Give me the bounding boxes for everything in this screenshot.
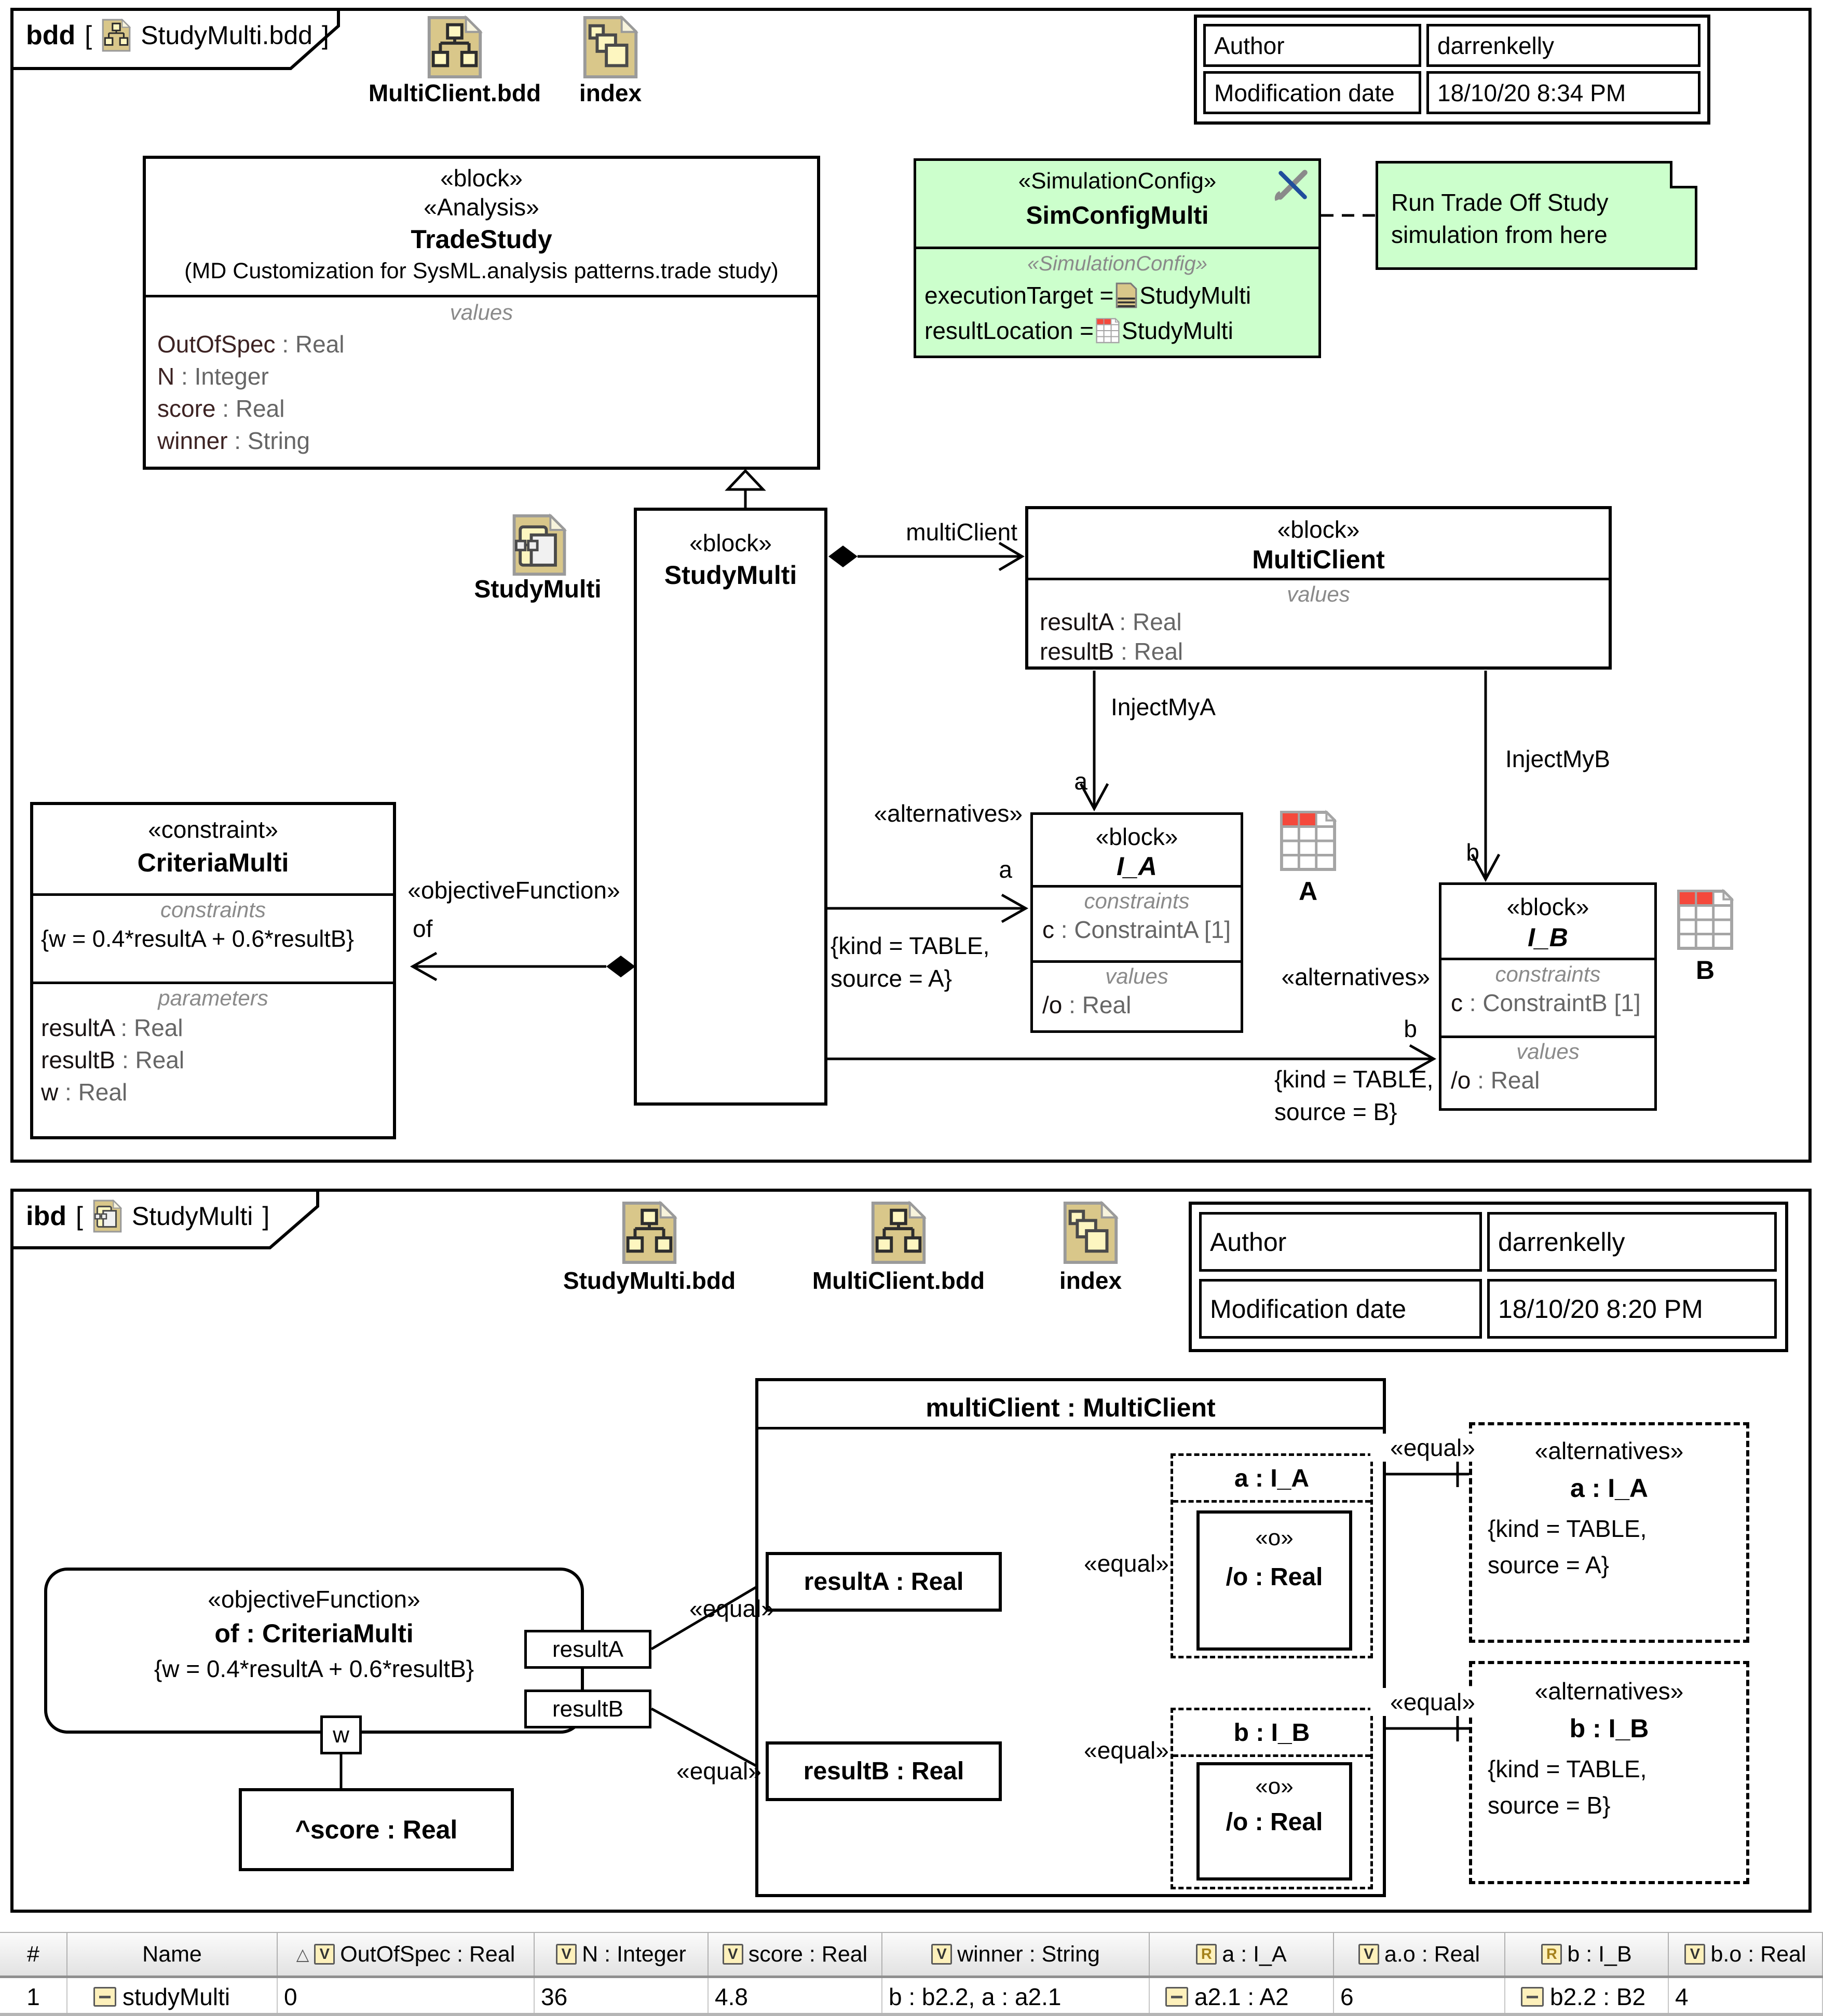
block-name: TradeStudy <box>411 225 552 254</box>
row-cell-b-o[interactable]: 4 <box>1669 1978 1823 2015</box>
role-label-b: b <box>1404 1015 1417 1042</box>
meta-date-value: 18/10/20 8:34 PM <box>1426 71 1700 114</box>
stereotype: «block» <box>1095 823 1178 850</box>
part-a-o[interactable] <box>1196 1510 1352 1651</box>
row-cell-a[interactable]: a2.1 : A2 <box>1150 1978 1334 2015</box>
meta-author-label: Author <box>1203 24 1421 67</box>
result-location-table-icon <box>1096 318 1120 344</box>
block-name: MultiClient <box>1252 545 1385 574</box>
bdd-diagram-shortcut-icon[interactable] <box>620 1200 678 1265</box>
bracket-close: ] <box>262 1202 270 1231</box>
row-cell-name[interactable]: studyMulti <box>67 1978 278 2015</box>
block-criteriamulti[interactable]: «constraint» CriteriaMulti constraints {w = 0.4*resultA + 0.6*resultB} parameters resultA : Real resultB : Real w : Real <box>30 802 396 1139</box>
role-label-b: b <box>1466 839 1479 866</box>
stereotype: «Analysis» <box>424 194 539 221</box>
constraint-expression: {w = 0.4*resultA + 0.6*resultB} <box>154 1655 474 1682</box>
row-cell-b[interactable]: b2.2 : B2 <box>1505 1978 1669 2015</box>
bdd-tab-title: StudyMulti.bdd <box>141 21 312 50</box>
stereotype: «block» <box>689 529 772 556</box>
part-instance-icon <box>1521 1987 1544 2007</box>
result-table-b-label[interactable]: B <box>1695 956 1715 985</box>
value-property-icon: V <box>931 1944 952 1965</box>
compartment-separator <box>1033 885 1241 888</box>
comment-note[interactable] <box>1376 161 1697 270</box>
execution-target-icon <box>1115 282 1137 308</box>
edge-label-injectmya: InjectMyA <box>1111 693 1216 720</box>
value-property-icon: V <box>314 1944 335 1965</box>
index-diagram-shortcut-icon[interactable] <box>1062 1200 1120 1265</box>
role-label-a: a <box>999 856 1012 883</box>
block-tradestudy[interactable]: «block» «Analysis» TradeStudy (MD Customization for SysML.analysis patterns.trade study) values OutOfSpec : Real N : Integer score : Real winner : String <box>143 156 820 470</box>
block-i-b[interactable]: «block» I_B constraints c : ConstraintB [1] values /o : Real <box>1439 882 1657 1111</box>
note-line1: Run Trade Off Study <box>1391 189 1609 216</box>
block-name: I_A <box>1117 852 1157 881</box>
bdd-tab-kind: bdd <box>26 20 76 50</box>
execution-target-value[interactable]: StudyMulti <box>1139 282 1251 309</box>
block-i-a[interactable]: «block» I_A constraints c : ConstraintA [1] values /o : Real <box>1030 812 1243 1033</box>
parameter: resultB <box>41 1046 116 1073</box>
alternatives-b-box[interactable] <box>1469 1661 1749 1884</box>
bdd-frame-tab[interactable] <box>26 18 329 52</box>
part-score[interactable]: ^score : Real <box>239 1788 514 1871</box>
meta-author-value: darrenkelly <box>1487 1212 1777 1272</box>
compartment-label: «SimulationConfig» <box>1027 252 1207 275</box>
equal-label: «equal» <box>689 1595 774 1622</box>
part-b-o[interactable] <box>1196 1762 1352 1881</box>
part-a-i-a[interactable] <box>1171 1453 1373 1658</box>
compartment-label: constraints <box>160 897 266 922</box>
column-header-b[interactable]: R b : I_B <box>1505 1932 1669 1976</box>
value-property: resultA <box>1040 608 1113 635</box>
edge-constraint-b-line2: source = B} <box>1274 1098 1397 1125</box>
part-instance-icon <box>1165 1987 1188 2007</box>
generalization-triangle-icon <box>728 471 763 489</box>
result-table-b-icon[interactable] <box>1677 889 1734 951</box>
constraint-expression: {w = 0.4*resultA + 0.6*resultB} <box>41 925 354 952</box>
row-cell-winner[interactable]: b : b2.2, a : a2.1 <box>882 1978 1150 2015</box>
block-studymulti[interactable] <box>634 508 827 1106</box>
meta-date-value: 18/10/20 8:20 PM <box>1487 1279 1777 1339</box>
dashed-separator <box>1173 1500 1370 1503</box>
compartment-label: values <box>450 300 513 324</box>
equal-label: «equal» <box>1084 1550 1169 1577</box>
composition-diamond-icon <box>606 956 635 977</box>
row-cell-n[interactable]: 36 <box>535 1978 709 2015</box>
column-header-a-o[interactable]: V a.o : Real <box>1334 1932 1505 1976</box>
row-cell-outofspec[interactable]: 0 <box>278 1978 535 2015</box>
result-table-a-icon[interactable] <box>1280 810 1337 872</box>
result-location-value[interactable]: StudyMulti <box>1122 317 1233 344</box>
parameter: w <box>41 1079 59 1106</box>
stereotype: «o» <box>1255 1774 1294 1799</box>
part-title: multiClient : MultiClient <box>926 1393 1216 1422</box>
equal-label: «equal» <box>676 1758 761 1785</box>
value-property-icon: V <box>723 1944 743 1965</box>
value-property-icon: V <box>556 1944 577 1965</box>
block-name: I_B <box>1528 923 1568 952</box>
constraint-line2: source = B} <box>1488 1792 1611 1819</box>
compartment-separator <box>758 1427 1383 1429</box>
bracket-open: [ <box>75 1202 83 1231</box>
part-name: /o : Real <box>1226 1808 1323 1836</box>
edge-constraint-b-line1: {kind = TABLE, <box>1274 1066 1434 1093</box>
value-property-icon: V <box>1684 1944 1705 1965</box>
equal-label: «equal» <box>1084 1737 1169 1764</box>
edge-constraint-a-line2: source = A} <box>831 965 952 992</box>
value-property: resultB <box>1040 638 1114 665</box>
stereotype: «block» <box>1277 516 1360 543</box>
edge-label-injectmyb: InjectMyB <box>1505 745 1610 772</box>
meta-date-label: Modification date <box>1199 1279 1482 1339</box>
constraint-line1: {kind = TABLE, <box>1488 1755 1647 1782</box>
stereotype: «block» <box>1506 893 1589 920</box>
constraint-property: c <box>1451 989 1463 1016</box>
part-title: a : I_A <box>1234 1465 1310 1492</box>
part-name: of : CriteriaMulti <box>214 1619 414 1648</box>
compartment-label: values <box>1287 582 1350 606</box>
part-name: /o : Real <box>1226 1563 1323 1591</box>
value-property: winner <box>157 427 228 454</box>
equal-label: «equal» <box>1370 1688 1495 1716</box>
execution-target-label: executionTarget = <box>924 282 1114 309</box>
note-dogear-icon <box>1670 161 1697 188</box>
shortcut-label-multiclient-bdd[interactable]: MultiClient.bdd <box>368 79 541 106</box>
stereotype: «alternatives» <box>1534 1437 1684 1464</box>
role-label-of: of <box>413 915 433 942</box>
block-simconfigmulti[interactable] <box>914 158 1321 358</box>
port-resultb[interactable]: resultB <box>524 1690 651 1728</box>
port-w[interactable]: w <box>320 1715 362 1754</box>
row-cell-score[interactable]: 4.8 <box>709 1978 882 2015</box>
bdd-diagram-icon <box>101 18 131 52</box>
value-property-icon: V <box>1358 1944 1379 1965</box>
stereotype-alternatives-b: «alternatives» <box>1281 963 1430 990</box>
bracket-close: ] <box>321 21 329 50</box>
part-resulta[interactable]: resultA : Real <box>766 1552 1002 1612</box>
part-instance-icon <box>93 1987 116 2007</box>
dashed-separator <box>1173 1754 1370 1757</box>
block-name: SimConfigMulti <box>1026 202 1209 229</box>
stereotype: «SimulationConfig» <box>1018 168 1217 194</box>
stereotype: «alternatives» <box>1534 1678 1684 1705</box>
ibd-diagram-icon <box>92 1199 123 1233</box>
reference-property-icon: R <box>1196 1944 1217 1965</box>
compartment-label: constraints <box>1084 889 1190 913</box>
row-cell-num[interactable]: 1 <box>0 1978 67 2015</box>
stereotype-objectivefunction: «objectiveFunction» <box>407 877 620 904</box>
part-name: b : I_B <box>1569 1714 1649 1743</box>
block-name: CriteriaMulti <box>137 848 289 877</box>
customization-text: (MD Customization for SysML.analysis patterns.trade study) <box>184 258 779 283</box>
part-name: a : I_A <box>1570 1474 1649 1503</box>
shortcut-label-index[interactable]: index <box>579 79 642 106</box>
row-cell-a-o[interactable]: 6 <box>1334 1978 1505 2015</box>
reference-property-icon: R <box>1541 1944 1562 1965</box>
compartment-separator <box>916 247 1318 249</box>
block-multiclient[interactable]: «block» MultiClient values resultA : Real resultB : Real <box>1025 506 1612 670</box>
index-diagram-shortcut-icon[interactable] <box>581 15 640 80</box>
value-property: /o <box>1451 1067 1471 1094</box>
value-property: N <box>157 363 175 390</box>
result-table-a-label[interactable]: A <box>1298 877 1318 906</box>
value-property: OutOfSpec <box>157 331 276 358</box>
ibd-tab-title: StudyMulti <box>131 1202 253 1231</box>
result-location-label: resultLocation = <box>924 317 1094 344</box>
column-header-num[interactable]: # <box>0 1932 67 1976</box>
compartment-separator <box>146 295 817 297</box>
edge-label-multiclient: multiClient <box>906 519 1017 546</box>
column-header-score[interactable]: V score : Real <box>709 1932 882 1976</box>
edge-constraint-a-line1: {kind = TABLE, <box>831 932 990 959</box>
value-property: /o <box>1042 991 1063 1018</box>
column-header-name[interactable]: Name <box>67 1932 278 1976</box>
stereotype: «block» <box>440 165 523 192</box>
alternatives-a-box[interactable] <box>1469 1422 1749 1643</box>
column-header-a[interactable]: R a : I_A <box>1150 1932 1334 1976</box>
part-resultb[interactable]: resultB : Real <box>766 1741 1002 1801</box>
bdd-meta-table <box>1194 15 1710 125</box>
stereotype: «o» <box>1255 1525 1294 1550</box>
column-header-b-o[interactable]: V b.o : Real <box>1669 1932 1823 1976</box>
ibd-frame-tab[interactable] <box>26 1199 269 1233</box>
compartment-label: parameters <box>158 986 268 1010</box>
column-header-winner[interactable]: V winner : String <box>882 1932 1150 1976</box>
compartment-separator <box>1033 960 1241 963</box>
role-label-a: a <box>1074 768 1087 795</box>
meta-author-label: Author <box>1199 1212 1482 1272</box>
part-b-i-b[interactable] <box>1171 1708 1373 1889</box>
compartment-label: constraints <box>1495 962 1601 986</box>
compartment-separator <box>33 982 393 984</box>
shortcut-label-multiclient-bdd[interactable]: MultiClient.bdd <box>812 1267 985 1294</box>
compartment-label: values <box>1516 1039 1580 1064</box>
note-line2: simulation from here <box>1391 221 1608 248</box>
meta-date-label: Modification date <box>1203 71 1421 114</box>
compartment-separator <box>33 893 393 896</box>
compartment-separator <box>1441 958 1654 960</box>
stereotype-alternatives-a: «alternatives» <box>874 800 1023 827</box>
bdd-diagram-shortcut-icon[interactable] <box>869 1200 928 1265</box>
equal-label: «equal» <box>1370 1434 1495 1462</box>
meta-author-value: darrenkelly <box>1426 24 1700 67</box>
port-resulta[interactable]: resultA <box>524 1630 651 1669</box>
table-bottom-strip <box>0 2013 1823 2016</box>
bracket-open: [ <box>85 21 92 50</box>
block-name: StudyMulti <box>664 561 797 590</box>
compartment-separator <box>1028 578 1609 580</box>
shortcut-label-studymulti[interactable]: StudyMulti <box>474 576 602 603</box>
bdd-diagram-shortcut-icon[interactable] <box>426 15 484 80</box>
studymulti-diagram-shortcut-icon[interactable] <box>510 513 568 577</box>
shortcut-label-index[interactable]: index <box>1059 1267 1122 1294</box>
value-property: score <box>157 395 216 422</box>
part-of-criteriamulti[interactable] <box>44 1568 584 1734</box>
ibd-tab-kind: ibd <box>26 1201 66 1231</box>
compartment-separator <box>1441 1036 1654 1038</box>
constraint-line2: source = A} <box>1488 1551 1609 1578</box>
constraint-line1: {kind = TABLE, <box>1488 1515 1647 1542</box>
sort-ascending-icon[interactable]: △ <box>296 1945 309 1964</box>
part-title: b : I_B <box>1233 1719 1310 1747</box>
constraint-property: c <box>1042 916 1054 943</box>
column-header-n[interactable]: V N : Integer <box>535 1932 709 1976</box>
composition-diamond-icon <box>828 546 858 567</box>
compartment-label: values <box>1105 964 1168 988</box>
parameter: resultA <box>41 1014 114 1041</box>
column-header-outofspec[interactable]: △ V OutOfSpec : Real <box>278 1932 535 1976</box>
ibd-meta-table <box>1189 1202 1788 1352</box>
stereotype: «constraint» <box>148 816 278 843</box>
shortcut-label-studymulti-bdd[interactable]: StudyMulti.bdd <box>563 1267 736 1294</box>
stereotype: «objectiveFunction» <box>208 1586 420 1613</box>
